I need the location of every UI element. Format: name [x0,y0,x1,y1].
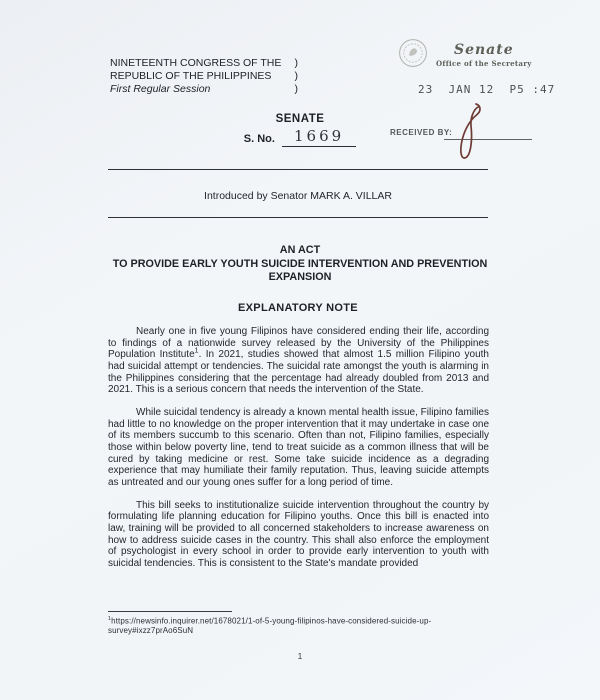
bill-number-block [220,113,380,148]
senate-seal-icon [398,38,428,73]
congress-header [110,57,298,96]
divider-top [108,169,488,170]
received-by-label: RECEIVED BY: [390,128,453,137]
act-title-line-2: TO PROVIDE EARLY YOUTH SUICIDE INTERVENTION AND PREVENTION [112,257,488,270]
paragraph-1 [108,326,489,396]
bill-number-row [220,128,380,148]
bill-number-stamped: 1669 [282,127,356,147]
congress-line-2-text: REPUBLIC OF THE PHILIPPINES [110,70,272,82]
session-line [110,83,298,96]
bill-number-label: S. No. [243,133,275,145]
act-title-line-3: EXPANSION [268,271,332,283]
footnote [108,616,500,635]
closing-paren-2: ) [294,70,298,82]
closing-paren-3: ) [294,83,298,95]
office-stamp-name: Senate [453,42,514,58]
closing-paren-1: ) [294,57,298,69]
paragraph-1-text: Nearly one in five young Filipinos have considered ending their life, according to findings of a nationwide survey released by the University of the Philippines Population Institute [108,326,489,361]
footnote-marker: 1 [108,616,112,622]
divider-bottom [108,217,488,218]
explanatory-note-heading: EXPLANATORY NOTE [238,302,358,314]
congress-line-1-text: NINETEENTH CONGRESS OF THE [110,57,282,69]
act-title [70,244,530,285]
date-time-stamp: 23 JAN 12 P5 :47 [418,83,556,96]
congress-line-2 [110,70,298,83]
paragraph-2: While suicidal tendency is already a known mental health issue, Filipino families had little to no knowledge on the proper intervention that it may undertake in case one of its members succumb to this scenario. Often than not, Filipino families, especially those within below poverty line, tend to treat suicide as a common illness that will be cured by taking medicine or rest. Some take suicide incidence as a degrading experience that may humiliate their family reputation. Thus, leaving suicide attempts as untreated and our young ones suffer for a long period of time. [108,406,489,488]
session-line-text: First Regular Session [110,83,211,95]
footnote-divider [108,611,232,612]
paragraph-1-continued: . In 2021, studies showed that almost 1.5 million Filipino youth had suicidal attempt or tendencies. The suicidal rate amongst the youth is alarming in the Philippines considering that the percentage had already doubled from 2013 and 2021. This is a serious concern that needs the intervention of the State. [108,349,489,396]
office-stamp [436,42,532,68]
office-stamp-subtitle: Office of the Secretary [436,59,532,68]
handwritten-signature [438,92,508,177]
introduced-by-line: Introduced by Senator MARK A. VILLAR [204,190,392,202]
congress-line-1 [110,57,298,70]
footnote-reference-mark: 1 [194,347,199,355]
act-title-line-1: AN ACT [279,244,321,256]
footnote-url: https://newsinfo.inquirer.net/1678021/1-of-5-young-filipinos-have-considered-suicide-up-survey#ixzz7prAo6SuN [108,616,432,635]
explanatory-note-body [108,326,489,580]
paragraph-3: This bill seeks to institutionalize suicide intervention throughout the country by formulating life planning education for Filipino youths. Once this bill is enacted into law, training will be provided to all concerned stakeholders to increase awareness on how to address suicide cases in the country. This shall also enforce the employment of psychologist in every school in order to provide early intervention to youth with suicidal tendencies. This is consistent to the State's mandate provided [108,499,489,569]
chamber-label: SENATE [275,113,325,125]
page-number: 1 [297,651,303,661]
